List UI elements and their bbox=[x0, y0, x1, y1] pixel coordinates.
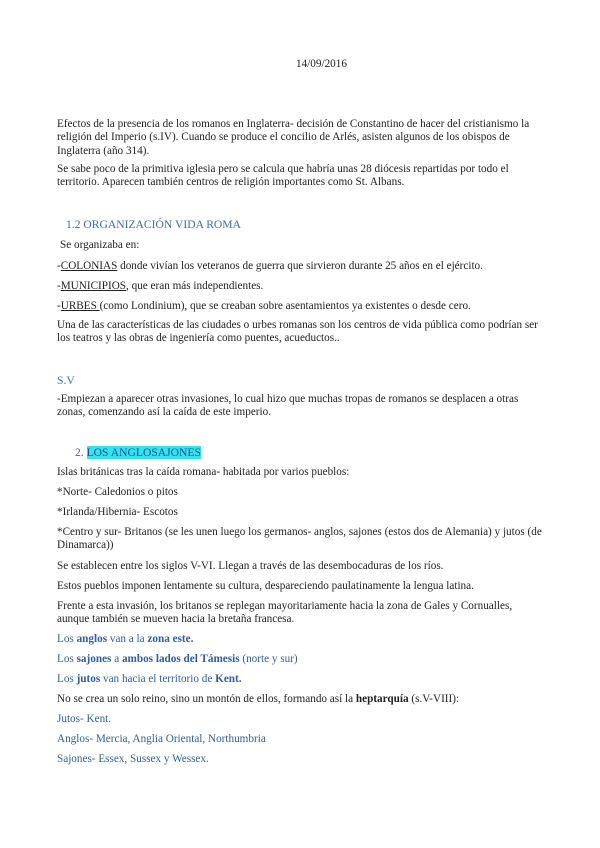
list-item: *Norte- Caledonios o pitos bbox=[57, 486, 178, 498]
highlight: LOS ANGLOSAJONES bbox=[86, 446, 201, 459]
list-item: -URBES (como Londinium), que se creaban sobre asentamientos ya existentes o desde cero. bbox=[57, 300, 471, 312]
paragraph: Efectos de la presencia de los romanos en Inglaterra- decisión de Constantino de hacer del cristianismo la religión del Imperio (s.IV). Cuando se produce el concilio de Arlés, asisten algunos de los obispos de Inglaterra (año 314). bbox=[57, 118, 530, 157]
blue-line: Sajones- Essex, Sussex y Wessex. bbox=[57, 753, 209, 765]
paragraph: Islas británicas tras la caída romana- habitada por varios pueblos: bbox=[57, 466, 350, 478]
paragraph: Una de las características de las ciudades o urbes romanas son los centros de vida pública como podrían ser los teatros y las obras de ingeniería como puentes, acueductos.. bbox=[57, 319, 538, 345]
paragraph: Se sabe poco de la primitiva iglesia pero se calcula que habría unas 28 diócesis repartidas por todo el territorio. Aparecen también centros de religión importantes como St. Albans. bbox=[57, 163, 509, 189]
list-item: *Centro y sur- Britanos (se les unen luego los germanos- anglos, sajones (estos dos de Alemania) y jutos (de Dinamarca)) bbox=[57, 526, 542, 552]
paragraph: Estos pueblos imponen lentamente su cultura, despareciendo paulatinamente la lengua latina. bbox=[57, 580, 474, 592]
list-item: -COLONIAS donde vivían los veteranos de guerra que sirvieron durante 25 años en el ejército. bbox=[57, 260, 483, 272]
paragraph: Frente a esta invasión, los britanos se replegan mayoritariamente hacia la zona de Gales y Cornualles, aunque también se mueven hacia la bretaña francesa. bbox=[57, 600, 513, 626]
list-item: -MUNICIPIOS, que eran más independientes. bbox=[57, 280, 264, 292]
blue-line: Anglos- Mercia, Anglia Oriental, Northumbria bbox=[57, 733, 266, 745]
list-item: *Irlanda/Hibernia- Escotos bbox=[57, 506, 178, 518]
section-heading: S.V bbox=[57, 374, 75, 387]
paragraph: No se crea un solo reino, sino un montón de ellos, formando así la heptarquía (s.V-VIII): bbox=[57, 693, 460, 705]
blue-line: Los jutos van hacia el territorio de Kent. bbox=[57, 673, 242, 685]
paragraph: -Empiezan a aparecer otras invasiones, lo cual hizo que muchas tropas de romanos se desplacen a otras zonas, comenzando así la caída de este imperio. bbox=[57, 393, 519, 419]
blue-line: Los sajones a ambos lados del Támesis (norte y sur) bbox=[57, 653, 298, 665]
date: 14/09/2016 bbox=[296, 58, 347, 70]
paragraph: Se organizaba en: bbox=[60, 239, 140, 251]
blue-line: Los anglos van a la zona este. bbox=[57, 633, 194, 645]
section-heading: 2. LOS ANGLOSAJONES bbox=[75, 446, 201, 459]
blue-line: Jutos- Kent. bbox=[57, 713, 112, 725]
section-heading: 1.2 ORGANIZACIÓN VIDA ROMA bbox=[66, 218, 241, 231]
paragraph: Se establecen entre los siglos V-VI. Llegan a través de las desembocaduras de los ríos. bbox=[57, 560, 444, 572]
